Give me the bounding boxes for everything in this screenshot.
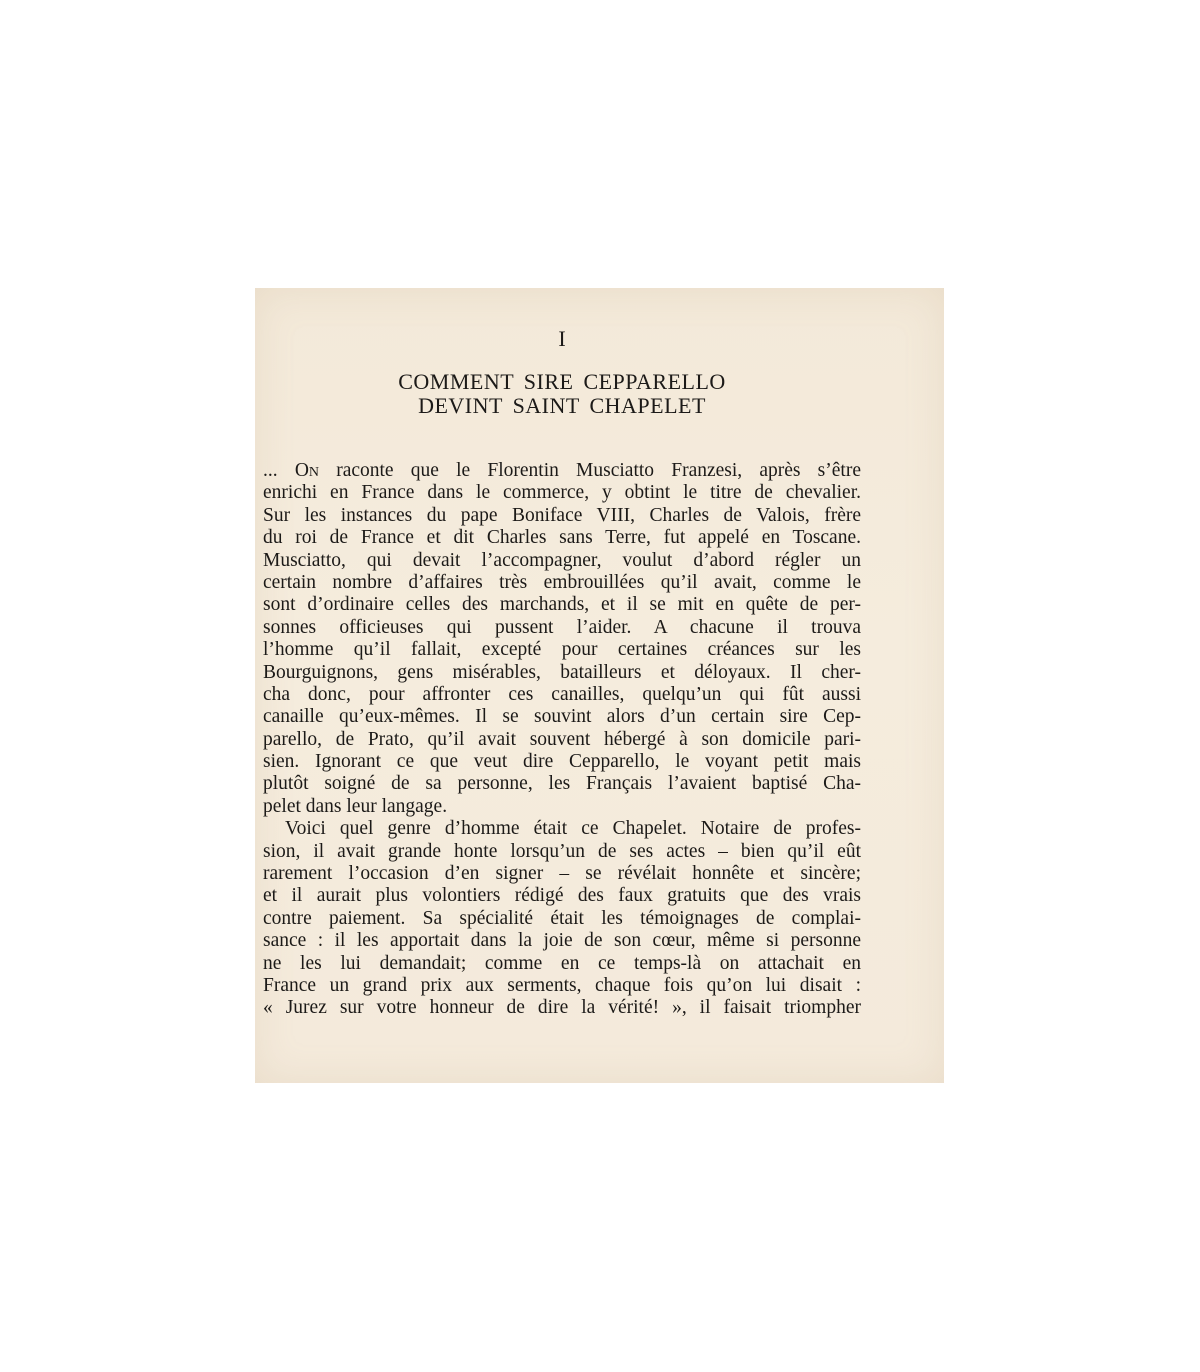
drop-small-caps: On: [294, 460, 320, 481]
paragraph-1-line: enrichi en France dans le commerce, y obtint le titre de chevalier.: [263, 482, 861, 504]
paragraph-2-line: contre paiement. Sa spécialité était les témoignages de complai-: [263, 907, 861, 929]
paragraph-1-line: [263, 460, 861, 482]
paragraph-1-line: Musciatto, qui devait l’accompagner, voulut d’abord régler un: [263, 549, 861, 571]
paragraph-1-line: l’homme qu’il fallait, excepté pour certaines créances sur les: [263, 639, 861, 661]
paragraph-2-line: et il aurait plus volontiers rédigé des faux gratuits que des vrais: [263, 885, 861, 907]
chapter-title: [255, 370, 869, 418]
paragraph-2-line: France un grand prix aux serments, chaque fois qu’on lui disait :: [263, 974, 861, 996]
paragraph-2-line: « Jurez sur votre honneur de dire la vérité! », il faisait triompher: [263, 997, 861, 1019]
ellipsis-lead: ...: [263, 460, 295, 481]
chapter-title-line-1: COMMENT SIRE CEPPARELLO: [398, 369, 726, 394]
paragraph-1-line: du roi de France et dit Charles sans Terre, fut appelé en Toscane.: [263, 527, 861, 549]
paragraph-1-line: Bourguignons, gens misérables, batailleurs et déloyaux. Il cher-: [263, 661, 861, 683]
paragraph-1-line: pelet dans leur langage.: [263, 795, 448, 817]
chapter-title-line-2: DEVINT SAINT CHAPELET: [418, 393, 706, 418]
paragraph-1-line: cha donc, pour affronter ces canailles, quelqu’un qui fût aussi: [263, 683, 861, 705]
paragraph-1-line: certain nombre d’affaires très embrouillées qu’il avait, comme le: [263, 571, 861, 593]
paragraph-1-line: sonnes officieuses qui pussent l’aider. A chacune il trouva: [263, 616, 861, 638]
paragraph-2-line: rarement l’occasion d’en signer – se révélait honnête et sincère;: [263, 863, 861, 885]
paragraph-1-line: canaille qu’eux-mêmes. Il se souvint alors d’un certain sire Cep-: [263, 706, 861, 728]
paragraph-1-line: Sur les instances du pape Boniface VIII, Charles de Valois, frère: [263, 504, 861, 526]
paragraph-1-line: parello, de Prato, qu’il avait souvent hébergé à son domicile pari-: [263, 728, 861, 750]
paragraph-1-line: sont d’ordinaire celles des marchands, et il se mit en quête de per-: [263, 594, 861, 616]
chapter-number: I: [558, 326, 566, 351]
paragraph-2-line: sion, il avait grande honte lorsqu’un de ses actes – bien qu’il eût: [263, 840, 861, 862]
paragraph-1-line: sien. Ignorant ce que veut dire Cepparello, le voyant petit mais: [263, 751, 861, 773]
paragraph-1-line: plutôt soigné de sa personne, les Français l’avaient baptisé Cha-: [263, 773, 861, 795]
book-page: [255, 288, 944, 1083]
paragraph-2-line: ne les lui demandait; comme en ce temps-là on attachait en: [263, 952, 861, 974]
paragraph-1-line-text: raconte que le Florentin Musciatto Franzesi, après s’être: [319, 460, 861, 481]
paragraph-2-line: sance : il les apportait dans la joie de son cœur, même si personne: [263, 930, 861, 952]
paragraph-2-line: Voici quel genre d’homme était ce Chapelet. Notaire de profes-: [285, 818, 861, 840]
chapter-body: [263, 460, 861, 1020]
